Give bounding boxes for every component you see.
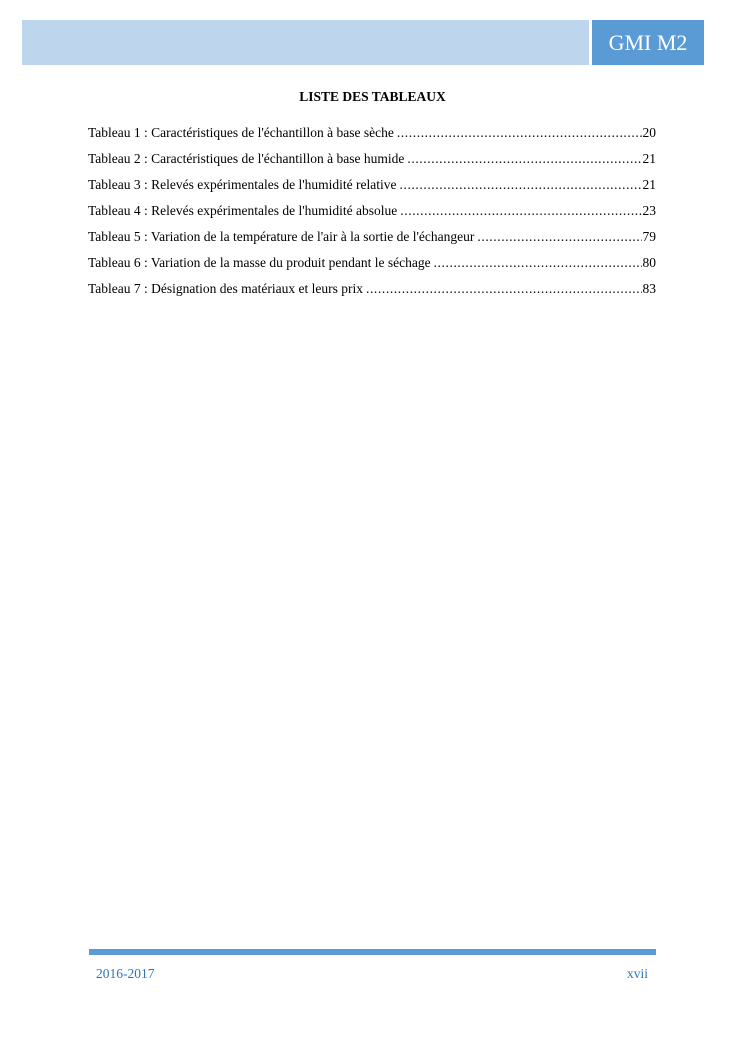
toc-entry-label: Tableau 4 : Relevés expérimentales de l'humidité absolue — [88, 203, 398, 218]
toc-entry-label: Tableau 3 : Relevés expérimentales de l'humidité relative — [88, 177, 397, 192]
toc-entry-label: Tableau 1 : Caractéristiques de l'échantillon à base sèche — [88, 125, 394, 140]
toc-entry-page: 21 — [642, 177, 656, 192]
toc-entry-label: Tableau 2 : Caractéristiques de l'échantillon à base humide — [88, 151, 405, 166]
dot-leader — [397, 124, 642, 142]
dot-leader — [477, 228, 641, 246]
page-title: LISTE DES TABLEAUX — [299, 89, 446, 104]
header-band — [22, 20, 589, 65]
toc-entry-page: 83 — [642, 281, 656, 296]
toc-entry-label: Tableau 6 : Variation de la masse du produit pendant le séchage — [88, 255, 431, 270]
dot-leader — [407, 150, 641, 168]
dot-leader — [366, 280, 642, 298]
toc-entry[interactable] — [88, 254, 656, 280]
toc-entry-page: 80 — [642, 255, 656, 270]
toc-entry[interactable] — [88, 124, 656, 150]
table-list — [88, 124, 656, 306]
toc-entry-page: 20 — [642, 125, 656, 140]
dot-leader — [400, 176, 642, 194]
toc-entry-page: 21 — [642, 151, 656, 166]
footer-year: 2016-2017 — [96, 966, 155, 981]
dot-leader — [434, 254, 642, 272]
toc-entry-label: Tableau 7 : Désignation des matériaux et leurs prix — [88, 281, 363, 296]
toc-entry[interactable] — [88, 202, 656, 228]
toc-entry[interactable] — [88, 280, 656, 306]
footer-page-number: xvii — [626, 966, 648, 981]
toc-entry[interactable] — [88, 150, 656, 176]
toc-entry[interactable] — [88, 176, 656, 202]
toc-entry-label: Tableau 5 : Variation de la température de l'air à la sortie de l'échangeur — [88, 229, 475, 244]
header-tag: GMI M2 — [592, 20, 704, 65]
toc-entry[interactable] — [88, 228, 656, 254]
dot-leader — [400, 202, 641, 220]
toc-entry-page: 23 — [642, 203, 656, 218]
footer-rule — [89, 949, 656, 955]
toc-entry-page: 79 — [642, 229, 656, 244]
